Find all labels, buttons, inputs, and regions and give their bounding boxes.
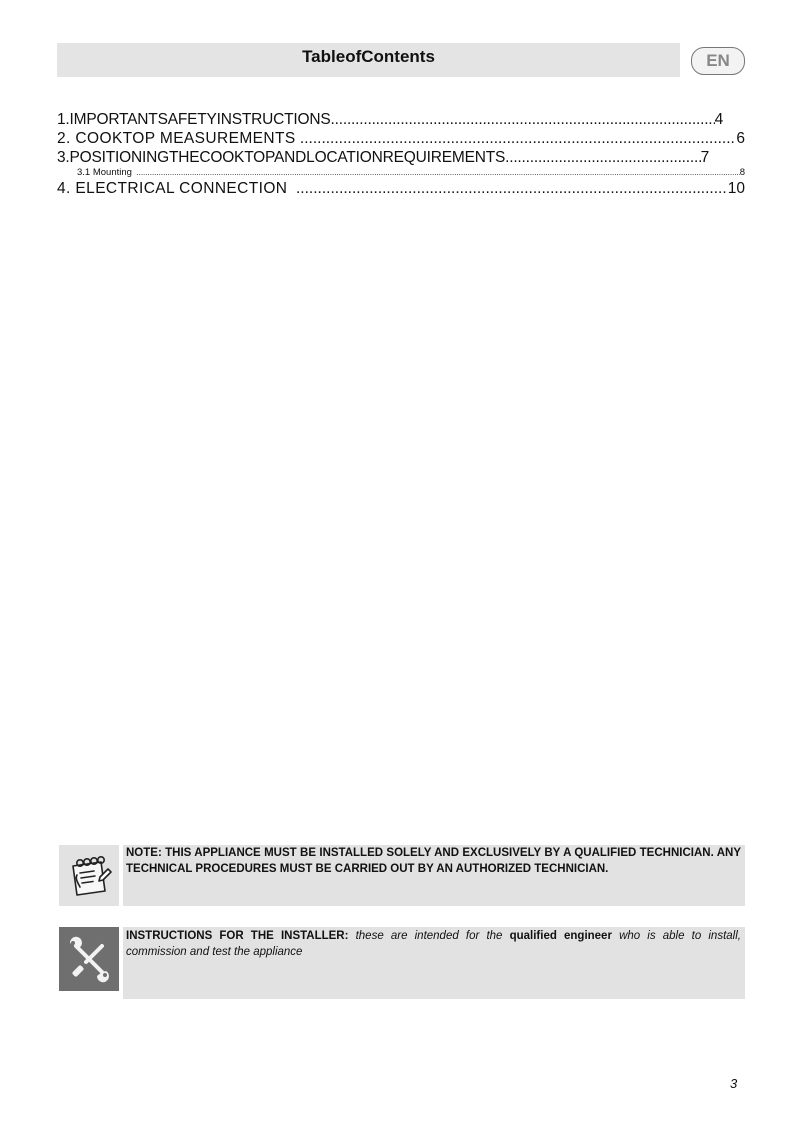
page-number: 3 bbox=[730, 1076, 738, 1091]
toc-entry-label: 4. ELECTRICAL CONNECTION bbox=[57, 180, 288, 197]
language-badge: EN bbox=[691, 47, 745, 75]
toc-leader-dots bbox=[296, 129, 737, 148]
qualified-technician-note bbox=[59, 845, 745, 906]
installer-note-emphasis: qualified engineer bbox=[509, 930, 612, 942]
toc-entry-page: 7 bbox=[700, 149, 709, 166]
toc-entry-label: 1.IMPORTANTSAFETYINSTRUCTIONS bbox=[57, 111, 331, 128]
toc-entry-label: 3.1 Mounting bbox=[77, 167, 132, 178]
toc-entry-page: 10 bbox=[727, 180, 745, 197]
installer-note-text-part2: who is able to install, commission and test the appliance bbox=[126, 930, 741, 958]
toc-leader-dots bbox=[505, 148, 700, 167]
toc-entry-page: 8 bbox=[739, 167, 745, 178]
toc-entry-label: 3.POSITIONINGTHECOOKTOPANDLOCATIONREQUIREMENTS bbox=[57, 149, 506, 166]
page-title-bar bbox=[57, 43, 680, 77]
installer-note-heading: INSTRUCTIONS FOR THE INSTALLER: bbox=[126, 930, 349, 942]
toc-leader-dots bbox=[331, 110, 715, 129]
toc-subentry[interactable] bbox=[57, 167, 745, 179]
wrench-screwdriver-icon bbox=[59, 927, 119, 991]
installer-note-text bbox=[123, 927, 745, 999]
installer-instructions-note bbox=[59, 927, 745, 999]
toc-entry[interactable] bbox=[57, 179, 745, 198]
page-title: TableofContents bbox=[302, 47, 435, 66]
toc-leader-dots bbox=[287, 179, 727, 198]
installer-note-text-part1: these are intended for the bbox=[355, 930, 503, 942]
toc-entry-page: 4 bbox=[714, 111, 723, 128]
toc-entry-label: 2. COOKTOP MEASUREMENTS bbox=[57, 130, 296, 147]
toc-entry[interactable] bbox=[57, 148, 709, 167]
toc-entry[interactable] bbox=[57, 110, 723, 129]
table-of-contents bbox=[57, 110, 745, 198]
toc-leader-dots bbox=[132, 167, 740, 179]
qualified-note-text: NOTE: THIS APPLIANCE MUST BE INSTALLED SOLELY AND EXCLUSIVELY BY A QUALIFIED TECHNICIAN. ANY TECHNICAL PROCEDURES MUST BE CARRIED OUT BY AN AUTHORIZED TECHNICIAN. bbox=[123, 845, 745, 906]
notepad-icon bbox=[59, 845, 119, 906]
toc-entry-page: 6 bbox=[736, 130, 745, 147]
toc-entry[interactable] bbox=[57, 129, 745, 148]
